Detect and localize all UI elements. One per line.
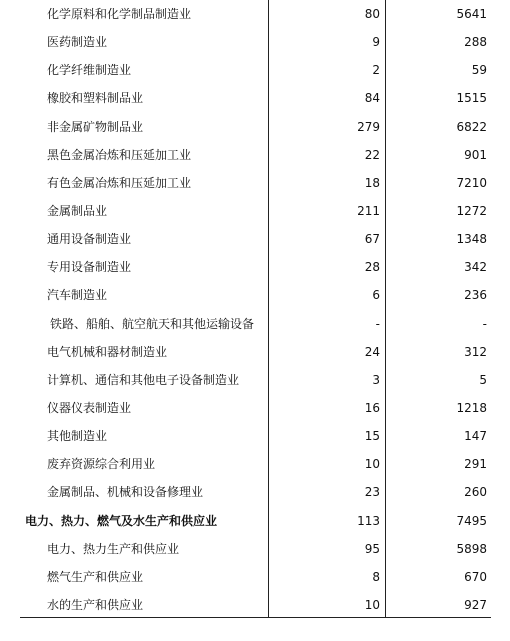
- value-col-1: 28: [364, 260, 380, 275]
- value-col-1: 24: [364, 344, 380, 359]
- value-col-1: 15: [364, 429, 380, 444]
- value-col-2: 6822: [456, 119, 487, 134]
- industry-name: 通用设备制造业: [47, 232, 132, 247]
- value-col-1: 9: [372, 35, 380, 50]
- table-row: [0, 197, 510, 225]
- value-col-2: 1218: [456, 400, 487, 415]
- value-col-2: 927: [464, 597, 487, 612]
- value-col-2: 7210: [456, 175, 487, 190]
- table-row: [0, 422, 510, 450]
- value-col-1: 22: [364, 147, 380, 162]
- value-col-1: 8: [372, 569, 380, 584]
- table-row: [0, 394, 510, 422]
- value-col-2: 288: [464, 35, 487, 50]
- industry-name: 有色金属冶炼和压延加工业: [47, 175, 192, 190]
- industry-name: 铁路、船舶、航空航天和其他运输设备: [50, 316, 255, 331]
- value-col-1: 16: [364, 400, 380, 415]
- industry-name: 计算机、通信和其他电子设备制造业: [47, 372, 240, 387]
- table-row: [0, 535, 510, 563]
- value-col-1: 113: [357, 513, 380, 528]
- table-row: [0, 113, 510, 141]
- value-col-1: 2: [372, 63, 380, 78]
- industry-name: 汽车制造业: [47, 288, 108, 303]
- value-col-1: 23: [364, 485, 380, 500]
- value-col-2: 901: [464, 147, 487, 162]
- industry-name: 化学纤维制造业: [47, 63, 132, 78]
- value-col-1: 10: [364, 597, 380, 612]
- value-col-1: 279: [357, 119, 380, 134]
- industry-name: 其他制造业: [47, 429, 108, 444]
- value-col-2: 260: [464, 485, 487, 500]
- value-col-2: 670: [464, 569, 487, 584]
- industry-name: 金属制品、机械和设备修理业: [47, 485, 204, 500]
- value-col-1: 211: [357, 203, 380, 218]
- industry-name: 电气机械和器材制造业: [47, 344, 168, 359]
- table-row: [0, 28, 510, 56]
- value-col-2: 147: [464, 429, 487, 444]
- value-col-1: 84: [364, 91, 380, 106]
- value-col-2: 5: [479, 372, 487, 387]
- value-col-2: 291: [464, 457, 487, 472]
- industry-name: 非金属矿物制品业: [47, 119, 144, 134]
- industry-name: 专用设备制造业: [47, 260, 132, 275]
- table-row: [0, 281, 510, 309]
- value-col-2: 1515: [456, 91, 487, 106]
- value-col-2: 7495: [456, 513, 487, 528]
- industry-name: 金属制品业: [47, 203, 108, 218]
- value-col-2: -: [482, 316, 487, 331]
- table-row: [0, 56, 510, 84]
- table-row: [0, 366, 510, 394]
- category-name: 电力、热力、燃气及水生产和供应业: [25, 513, 218, 528]
- table-row: [0, 84, 510, 112]
- table-row: [0, 591, 510, 619]
- value-col-2: 342: [464, 260, 487, 275]
- value-col-1: 67: [364, 232, 380, 247]
- value-col-1: 6: [372, 288, 380, 303]
- table-row: [0, 310, 510, 338]
- table-row: [0, 338, 510, 366]
- table-row: [0, 169, 510, 197]
- industry-name: 电力、热力生产和供应业: [47, 541, 180, 556]
- table-row: [0, 141, 510, 169]
- table-row: [0, 0, 510, 28]
- value-col-2: 312: [464, 344, 487, 359]
- value-col-1: -: [375, 316, 380, 331]
- industry-name: 废弃资源综合利用业: [47, 457, 156, 472]
- value-col-1: 3: [372, 372, 380, 387]
- industry-name: 仪器仪表制造业: [47, 400, 132, 415]
- industry-name: 橡胶和塑料制品业: [47, 91, 144, 106]
- table-row: [0, 450, 510, 478]
- value-col-2: 236: [464, 288, 487, 303]
- value-col-1: 10: [364, 457, 380, 472]
- table-row-category: [0, 507, 510, 535]
- table-row: [0, 225, 510, 253]
- industry-name: 医药制造业: [47, 35, 108, 50]
- value-col-1: 95: [364, 541, 380, 556]
- value-col-2: 1272: [456, 203, 487, 218]
- value-col-2: 1348: [456, 232, 487, 247]
- table-bottom-border: [20, 617, 491, 618]
- table-row: [0, 563, 510, 591]
- industry-name: 水的生产和供应业: [47, 597, 144, 612]
- value-col-2: 59: [471, 63, 487, 78]
- table-row: [0, 253, 510, 281]
- value-col-2: 5898: [456, 541, 487, 556]
- table-row: [0, 478, 510, 506]
- value-col-2: 5641: [456, 7, 487, 21]
- industry-name: 燃气生产和供应业: [47, 569, 144, 584]
- industry-name: 化学原料和化学制品制造业: [47, 7, 192, 21]
- value-col-1: 80: [364, 7, 380, 21]
- value-col-1: 18: [364, 175, 380, 190]
- industry-name: 黑色金属冶炼和压延加工业: [47, 147, 192, 162]
